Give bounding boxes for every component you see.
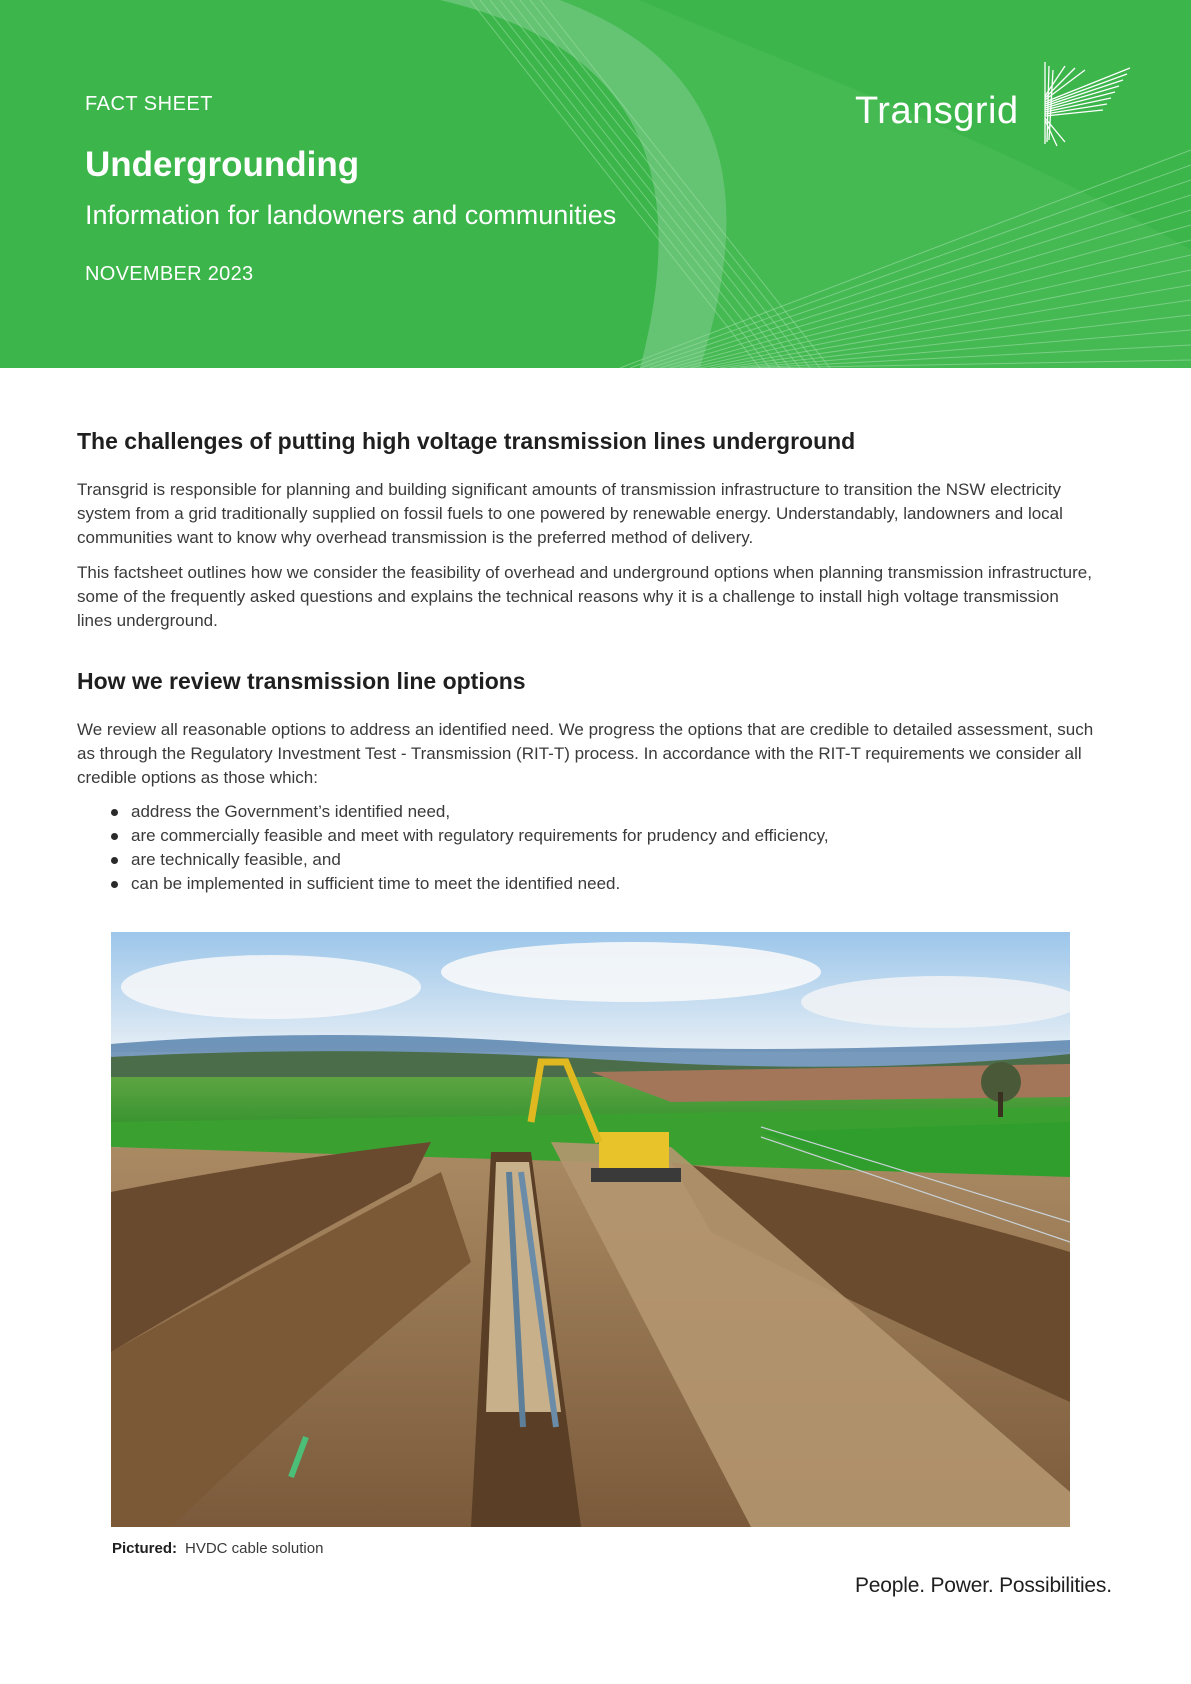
page-subtitle: Information for landowners and communities xyxy=(85,200,617,230)
publication-date: NOVEMBER 2023 xyxy=(85,263,254,285)
footer-tagline: People. Power. Possibilities. xyxy=(855,1574,1112,1597)
photo-caption xyxy=(112,1540,323,1557)
list-item-text: are technically feasible, and xyxy=(131,850,341,869)
list-item xyxy=(77,872,829,896)
logo-fan-icon xyxy=(1005,62,1135,152)
factsheet-outline-paragraph: This factsheet outlines how we consider the feasibility of overhead and underground options when planning transmission infrastructure, some of the frequently asked questions and explains the technical reasons why it is a challenge to install high voltage transmission lines underground. xyxy=(77,563,1092,630)
transgrid-logo xyxy=(855,62,1135,152)
caption-text: HVDC cable solution xyxy=(185,1540,324,1557)
list-item xyxy=(77,800,829,824)
bullet-icon xyxy=(111,809,118,816)
intro-paragraph: Transgrid is responsible for planning and building significant amounts of transmission infrastructure to transition the NSW electricity system from a grid traditionally supplied on fossil fuels to one powered by renewable energy. Understandably, landowners and local communities want to know why overhead transmission is the preferred method of delivery. xyxy=(77,480,1063,547)
hvdc-cable-photo xyxy=(111,932,1070,1527)
list-item-text: are commercially feasible and meet with regulatory requirements for prudency and efficiency, xyxy=(131,826,829,845)
trench-excavation-illustration xyxy=(111,932,1070,1527)
list-item-text: can be implemented in sufficient time to meet the identified need. xyxy=(131,874,621,893)
header-banner xyxy=(0,0,1191,368)
bullet-icon xyxy=(111,857,118,864)
section-heading-review-options: How we review transmission line options xyxy=(77,668,526,694)
bullet-icon xyxy=(111,881,118,888)
logo-wordmark: Transgrid xyxy=(855,90,1019,132)
list-item xyxy=(77,824,829,848)
list-item xyxy=(77,848,829,872)
review-options-paragraph: We review all reasonable options to address an identified need. We progress the options that are credible to detailed assessment, such as through the Regulatory Investment Test - Transmission (RIT-T) process. In accordance with the RIT-T requirements we consider all credible options as those which: xyxy=(77,720,1094,787)
page-title: Undergrounding xyxy=(85,145,360,184)
document-type-label: FACT SHEET xyxy=(85,93,213,115)
credible-options-list xyxy=(77,800,829,896)
section-heading-challenges: The challenges of putting high voltage transmission lines underground xyxy=(77,428,856,454)
caption-label: Pictured: xyxy=(112,1540,178,1557)
list-item-text: address the Government’s identified need, xyxy=(131,802,451,821)
bullet-icon xyxy=(111,833,118,840)
